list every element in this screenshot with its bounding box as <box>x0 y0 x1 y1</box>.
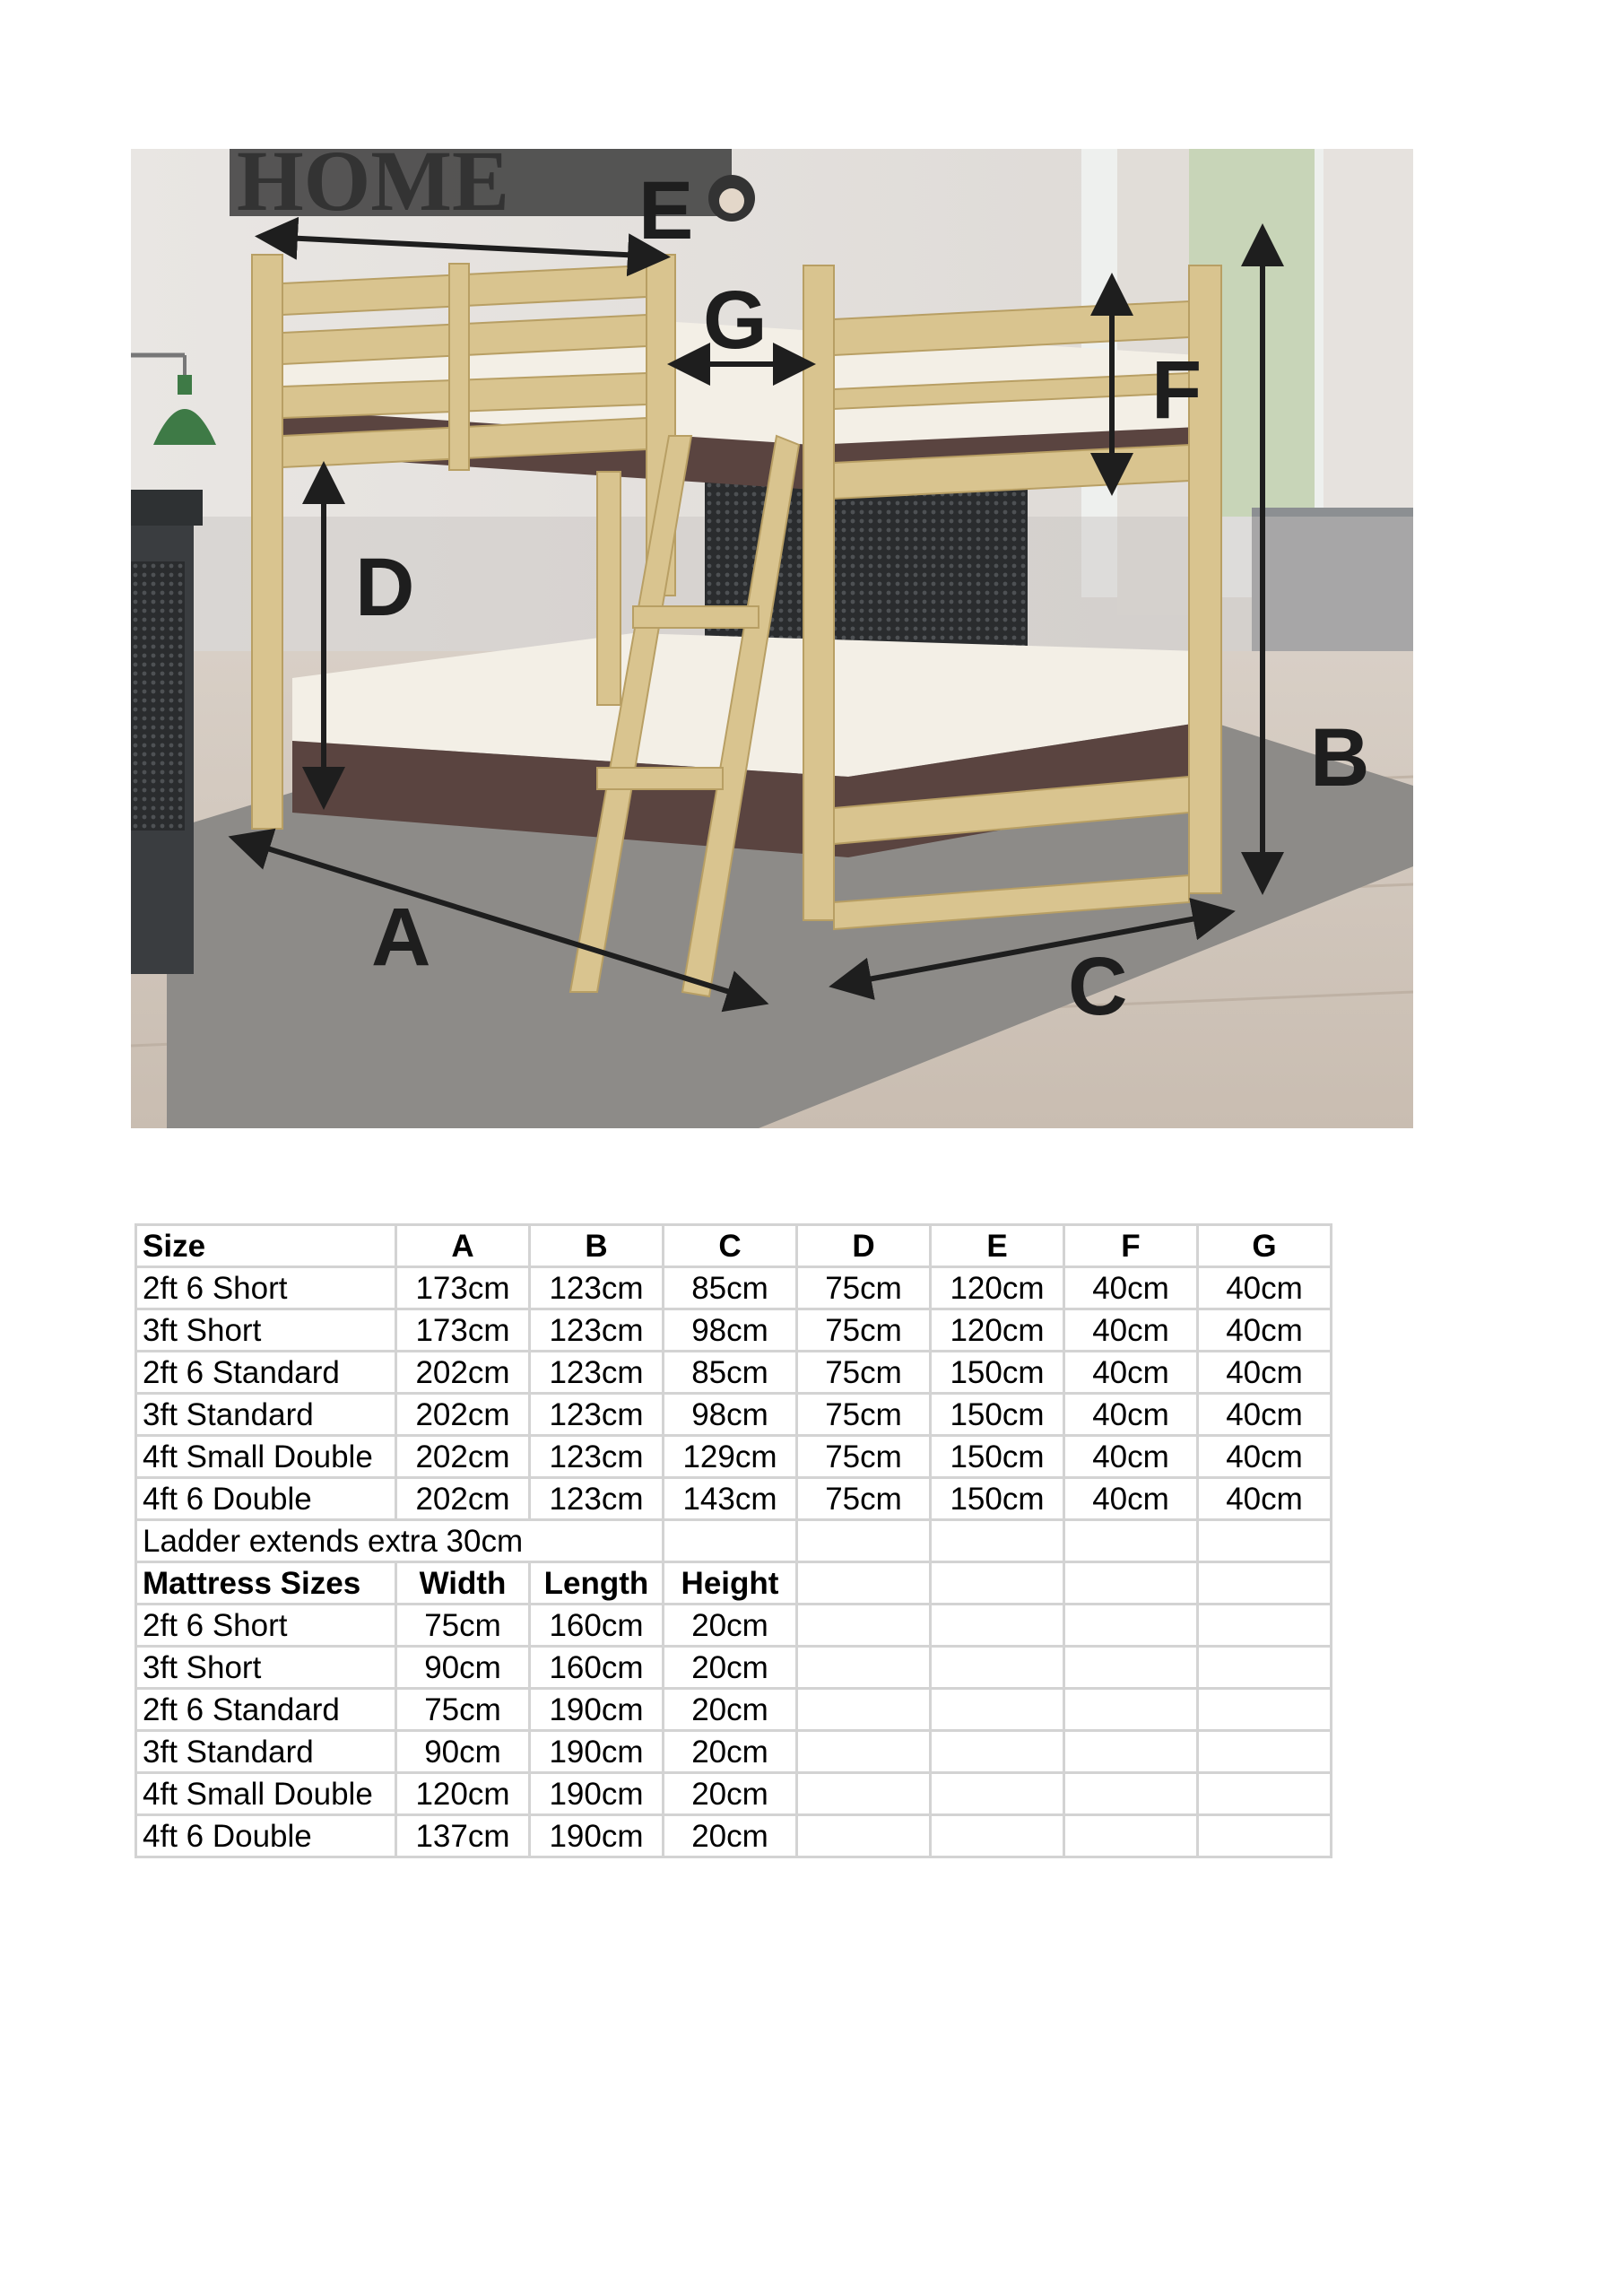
cell-a: 173cm <box>396 1309 530 1352</box>
empty-cell <box>931 1605 1064 1647</box>
mattress-size-label: 2ft 6 Standard <box>136 1689 396 1731</box>
cell-a: 202cm <box>396 1436 530 1478</box>
cell-height: 20cm <box>664 1689 797 1731</box>
cell-f: 40cm <box>1064 1478 1198 1520</box>
cell-e: 150cm <box>931 1478 1064 1520</box>
cell-a: 173cm <box>396 1267 530 1309</box>
cell-d: 75cm <box>797 1436 931 1478</box>
side-cabinet <box>131 490 203 974</box>
empty-cell <box>1064 1773 1198 1815</box>
empty-cell <box>1198 1647 1332 1689</box>
empty-cell <box>1198 1731 1332 1773</box>
table-row <box>136 1267 1332 1309</box>
empty-cell <box>1064 1815 1198 1857</box>
table-row <box>136 1605 1332 1647</box>
table-row <box>136 1309 1332 1352</box>
size-spec-table <box>135 1223 1332 1858</box>
cell-length: 190cm <box>530 1731 664 1773</box>
label-b: B <box>1310 712 1370 804</box>
cell-width: 75cm <box>396 1605 530 1647</box>
empty-cell <box>931 1689 1064 1731</box>
cell-b: 123cm <box>530 1309 664 1352</box>
row-size-label: 4ft 6 Double <box>136 1478 396 1520</box>
table-row <box>136 1436 1332 1478</box>
empty-cell <box>1064 1689 1198 1731</box>
cell-length: 190cm <box>530 1815 664 1857</box>
cell-d: 75cm <box>797 1394 931 1436</box>
cell-c: 98cm <box>664 1309 797 1352</box>
cell-e: 150cm <box>931 1352 1064 1394</box>
poster <box>708 175 755 222</box>
empty-cell <box>1198 1773 1332 1815</box>
header-mattress-sizes: Mattress Sizes <box>136 1562 396 1605</box>
empty-cell <box>664 1520 797 1562</box>
cell-g: 40cm <box>1198 1478 1332 1520</box>
cell-width: 120cm <box>396 1773 530 1815</box>
empty-cell <box>931 1647 1064 1689</box>
home-sign-text: HOME <box>237 149 509 229</box>
cell-a: 202cm <box>396 1478 530 1520</box>
cell-b: 123cm <box>530 1352 664 1394</box>
empty-cell <box>797 1605 931 1647</box>
header-b: B <box>530 1225 664 1267</box>
cell-height: 20cm <box>664 1605 797 1647</box>
label-e: E <box>638 165 694 257</box>
table-row <box>136 1394 1332 1436</box>
header-g: G <box>1198 1225 1332 1267</box>
cell-b: 123cm <box>530 1394 664 1436</box>
mattress-size-label: 3ft Standard <box>136 1731 396 1773</box>
header-d: D <box>797 1225 931 1267</box>
cell-c: 143cm <box>664 1478 797 1520</box>
cell-d: 75cm <box>797 1309 931 1352</box>
cell-length: 160cm <box>530 1605 664 1647</box>
cell-height: 20cm <box>664 1773 797 1815</box>
row-size-label: 3ft Short <box>136 1309 396 1352</box>
cell-length: 190cm <box>530 1689 664 1731</box>
cell-c: 98cm <box>664 1394 797 1436</box>
empty-cell <box>1198 1815 1332 1857</box>
label-f: F <box>1151 344 1202 436</box>
cell-e: 150cm <box>931 1436 1064 1478</box>
cell-c: 85cm <box>664 1267 797 1309</box>
header-a: A <box>396 1225 530 1267</box>
cell-c: 85cm <box>664 1352 797 1394</box>
empty-cell <box>797 1520 931 1562</box>
label-g: G <box>703 274 768 366</box>
label-c: C <box>1068 941 1128 1032</box>
empty-cell <box>797 1562 931 1605</box>
label-a: A <box>371 891 431 983</box>
empty-cell <box>931 1562 1064 1605</box>
header-width: Width <box>396 1562 530 1605</box>
empty-cell <box>931 1773 1064 1815</box>
cell-height: 20cm <box>664 1647 797 1689</box>
empty-cell <box>1198 1689 1332 1731</box>
mattress-size-label: 4ft Small Double <box>136 1773 396 1815</box>
empty-cell <box>931 1815 1064 1857</box>
cell-a: 202cm <box>396 1394 530 1436</box>
table-row <box>136 1731 1332 1773</box>
table-row <box>136 1815 1332 1857</box>
empty-cell <box>1064 1647 1198 1689</box>
row-size-label: 3ft Standard <box>136 1394 396 1436</box>
cell-f: 40cm <box>1064 1394 1198 1436</box>
cell-a: 202cm <box>396 1352 530 1394</box>
label-d: D <box>355 542 415 633</box>
cell-e: 150cm <box>931 1394 1064 1436</box>
cell-c: 129cm <box>664 1436 797 1478</box>
cell-f: 40cm <box>1064 1436 1198 1478</box>
dimensions-header-row <box>136 1225 1332 1267</box>
cell-b: 123cm <box>530 1436 664 1478</box>
header-height: Height <box>664 1562 797 1605</box>
empty-cell <box>1064 1520 1198 1562</box>
cell-b: 123cm <box>530 1478 664 1520</box>
header-c: C <box>664 1225 797 1267</box>
ladder-note: Ladder extends extra 30cm <box>136 1520 664 1562</box>
cell-g: 40cm <box>1198 1267 1332 1309</box>
mattress-size-label: 2ft 6 Short <box>136 1605 396 1647</box>
cell-height: 20cm <box>664 1731 797 1773</box>
cell-width: 137cm <box>396 1815 530 1857</box>
mattress-header-row <box>136 1562 1332 1605</box>
cell-g: 40cm <box>1198 1309 1332 1352</box>
table-row <box>136 1647 1332 1689</box>
cell-g: 40cm <box>1198 1436 1332 1478</box>
cell-e: 120cm <box>931 1309 1064 1352</box>
cell-b: 123cm <box>530 1267 664 1309</box>
row-size-label: 2ft 6 Short <box>136 1267 396 1309</box>
cell-d: 75cm <box>797 1478 931 1520</box>
empty-cell <box>1198 1520 1332 1562</box>
mattress-size-label: 3ft Short <box>136 1647 396 1689</box>
cell-length: 160cm <box>530 1647 664 1689</box>
cell-d: 75cm <box>797 1267 931 1309</box>
empty-cell <box>1198 1562 1332 1605</box>
cell-g: 40cm <box>1198 1394 1332 1436</box>
mattress-size-label: 4ft 6 Double <box>136 1815 396 1857</box>
cell-e: 120cm <box>931 1267 1064 1309</box>
empty-cell <box>931 1731 1064 1773</box>
cell-g: 40cm <box>1198 1352 1332 1394</box>
cell-height: 20cm <box>664 1815 797 1857</box>
cell-width: 90cm <box>396 1731 530 1773</box>
row-size-label: 2ft 6 Standard <box>136 1352 396 1394</box>
cell-f: 40cm <box>1064 1267 1198 1309</box>
empty-cell <box>797 1731 931 1773</box>
table-row <box>136 1773 1332 1815</box>
empty-cell <box>1064 1731 1198 1773</box>
empty-cell <box>1064 1562 1198 1605</box>
table-row <box>136 1478 1332 1520</box>
cell-width: 75cm <box>396 1689 530 1731</box>
cell-length: 190cm <box>530 1773 664 1815</box>
cell-width: 90cm <box>396 1647 530 1689</box>
table-row <box>136 1689 1332 1731</box>
header-f: F <box>1064 1225 1198 1267</box>
empty-cell <box>1064 1605 1198 1647</box>
cell-f: 40cm <box>1064 1352 1198 1394</box>
header-size: Size <box>136 1225 396 1267</box>
empty-cell <box>797 1647 931 1689</box>
empty-cell <box>797 1773 931 1815</box>
empty-cell <box>1198 1605 1332 1647</box>
cell-d: 75cm <box>797 1352 931 1394</box>
cell-f: 40cm <box>1064 1309 1198 1352</box>
ladder-note-row <box>136 1520 1332 1562</box>
bunk-bed-photo <box>131 149 1413 1128</box>
row-size-label: 4ft Small Double <box>136 1436 396 1478</box>
empty-cell <box>797 1815 931 1857</box>
table-row <box>136 1352 1332 1394</box>
header-length: Length <box>530 1562 664 1605</box>
header-e: E <box>931 1225 1064 1267</box>
empty-cell <box>797 1689 931 1731</box>
empty-cell <box>931 1520 1064 1562</box>
